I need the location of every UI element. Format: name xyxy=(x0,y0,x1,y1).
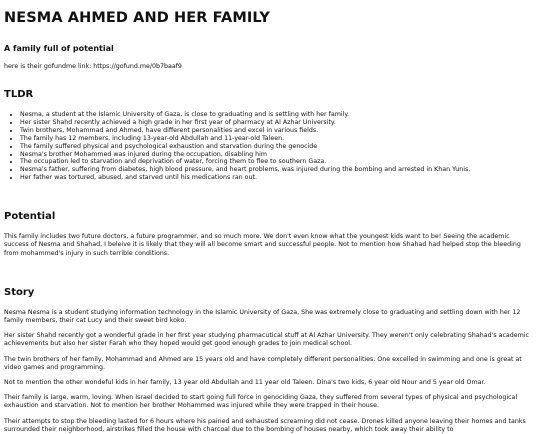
gofundme-link-text: here is their gofundme link: https://gofund.me/0b7baaf9 xyxy=(4,63,182,70)
page-subtitle: A family full of potential xyxy=(4,44,114,53)
tldr-item: • The occupation led to starvation and deprivation of water, forcing them to flee to southern Gaza. xyxy=(20,158,536,166)
tldr-item: • Nesma, a student at the Islamic University of Gaza, is close to graduating and is settling with her family. xyxy=(20,111,536,119)
story-section xyxy=(4,309,536,434)
page-title: NESMA AHMED AND HER FAMILY xyxy=(4,10,271,26)
potential-paragraph: This family includes two future doctors, a future programmer, and so much more. We don't even know what the youngest kids want to be! Seeing the academic success of Nesma and Shahad, I beleive it is likely that they will all become smart and successful people. Not to mention how Shahad had helped stop the bleeding from mohammed's injury in such terrible conditions. xyxy=(4,233,521,257)
tldr-item: • The family suffered physical and psychological exhaustion and starvation during the genocide xyxy=(20,143,536,151)
story-paragraph: Not to mention the other wondeful kids in her family, 13 year old Abdullah and 11 year old Taleen. Dina's two kids, 6 year old Nour and 5 year old Omar. xyxy=(4,378,486,386)
tldr-item: • Her sister Shahd recently achieved a high grade in her first year of pharmacy at Al Azhar University. xyxy=(20,119,536,127)
potential-heading: Potential xyxy=(4,211,56,223)
tldr-item: • The family has 12 members, including 13-year-old Abdullah and 11-year-old Taleen. xyxy=(20,135,536,143)
tldr-item: • Nesma's father, suffering from diabetes, high blood pressure, and heart problems, was injured during the bombing and arrested in Khan Yunis. xyxy=(20,166,536,174)
story-paragraph: Her sister Shahd recently got a wonderful grade in her first year studying pharmacutical stuff at Al Azhar University. They weren't only celebrating Shahad's academic achievements but also her sister Farah who they hoped would get good enough grades to join medical school. xyxy=(4,332,530,348)
tldr-item: • Twin brothers, Mohammad and Ahmed, have different personalities and excel in various fields. xyxy=(20,127,536,135)
story-paragraph: Their attempts to stop the bleeding lasted for 6 hours where his pained and exhausted screaming did not cease. Drones killed anyone leaving their homes and tanks surrounded their neighborhood, airstrikes filled the house with charcoal due to the bombing of houses nearby, which took away their ability to xyxy=(4,417,526,433)
story-paragraph: The twin brothers of her family, Mohammad and Ahmed are 15 years old and have completely different personalities. One excelled in swimming and one is great at video games and programming. xyxy=(4,355,522,371)
story-paragraph: Nesma Nesma is a student studying information technology in the Islamic University of Gaza, She was extremely close to graduating and settling down with her 12 family members, their cat Lucy and their sweet bird koko. xyxy=(4,308,521,324)
tldr-item: • Her father was tortured, abused, and starved until his medications ran out. xyxy=(20,174,536,182)
story-heading: Story xyxy=(4,286,35,298)
tldr-list xyxy=(4,111,536,182)
tldr-item: • Nesma's brother Mohammed was injured during the occupation, disabling him xyxy=(20,151,536,159)
story-paragraph: Their family is large, warm, loving. When Israel decided to start going full force in genociding Gaza, they suffered from several types of physical and psychological exhaustion and starvation. Not to mention her brother Mohammed was injured while they were trapped in their house. xyxy=(4,394,518,410)
tldr-heading: TLDR xyxy=(4,89,34,100)
document-page xyxy=(0,9,540,433)
